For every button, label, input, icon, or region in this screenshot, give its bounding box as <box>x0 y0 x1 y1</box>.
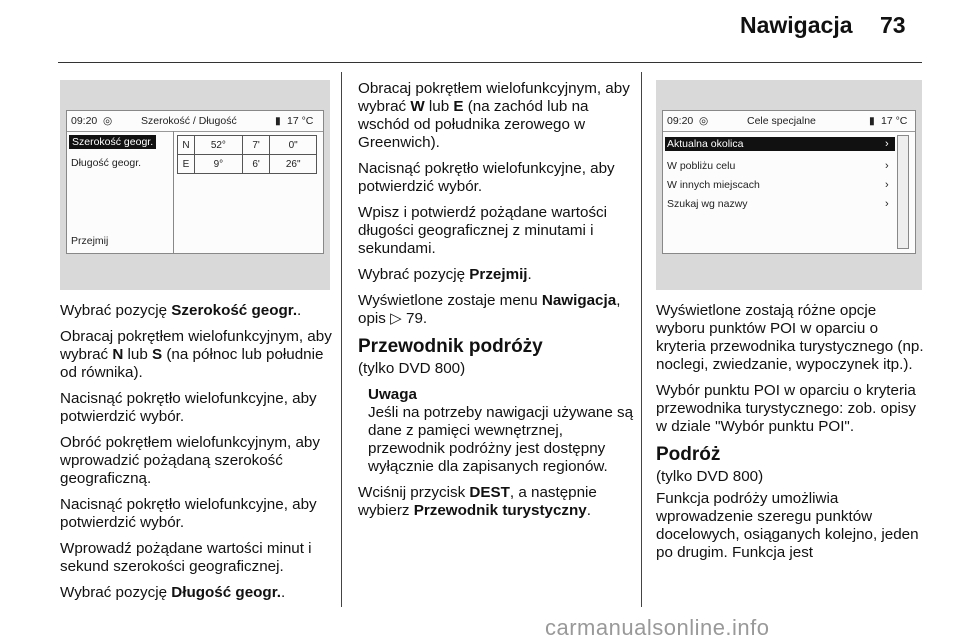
section-subtitle: (tylko DVD 800) <box>358 360 466 377</box>
paragraph: Obracaj pokrętłem wielofunkcyjnym, aby wybrać N lub S (na północ lub południe od równika). <box>60 328 332 381</box>
page-number: 73 <box>880 12 906 38</box>
list-item[interactable]: W innych miejscach <box>667 179 760 191</box>
paragraph: Wyświetlone zostaje menu Nawigacja, opis ▷ 79. <box>358 292 621 327</box>
temperature: 17 °C <box>287 115 314 127</box>
phone-icon: ▮ <box>869 115 875 127</box>
paragraph: Obracaj pokrętłem wielofunkcyjnym, aby wybrać W lub E (na zachód lub na wschód od południka zerowego w Greenwich). <box>358 80 630 151</box>
section-subtitle: (tylko DVD 800) <box>656 468 764 485</box>
paragraph: Wprowadź pożądane wartości minut i sekund szerokości geograficznej. <box>60 540 312 575</box>
note-box <box>368 386 636 476</box>
chevron-right-icon: › <box>885 179 889 191</box>
compass-icon: ◎ <box>103 115 113 127</box>
paragraph: Nacisnąć pokrętło wielofunkcyjne, aby potwierdzić wybór. <box>60 496 317 531</box>
screen-statusbar <box>67 111 323 132</box>
temperature: 17 °C <box>881 115 908 127</box>
screen-image-latlong <box>60 80 330 290</box>
table-row[interactable]: E 9° 6' 26" <box>178 155 317 174</box>
table-row[interactable]: N 52° 7' 0" <box>178 136 317 155</box>
screen-title: Szerokość / Długość <box>141 115 237 127</box>
paragraph: Nacisnąć pokrętło wielofunkcyjne, aby potwierdzić wybór. <box>60 390 317 425</box>
screen-statusbar <box>663 111 915 132</box>
page-reference-link[interactable]: 79. <box>406 310 428 327</box>
column-divider-2 <box>641 72 642 607</box>
coordinate-table <box>177 135 317 174</box>
scrollbar[interactable] <box>897 135 909 249</box>
column-divider-1 <box>341 72 342 607</box>
clock: 09:20 <box>667 115 694 127</box>
section-heading: Przewodnik podróży <box>358 336 543 357</box>
screen-image-special-destinations <box>656 80 922 290</box>
page-header-title: Nawigacja <box>740 12 853 38</box>
arrow-right-icon: ▷ <box>390 310 406 327</box>
paragraph: Wybór punktu POI w oparciu o kryteria przewodnika turystycznego: zob. opisy w dziale "Wybór punktu POI". <box>656 382 917 435</box>
paragraph: Wyświetlone zostają różne opcje wyboru punktów POI w oparciu o kryteria przewodnika turystycznego (np. noclegi, zwiedzanie, wypoczynek itp.). <box>656 302 924 373</box>
header-rule <box>58 62 922 63</box>
paragraph: Obróć pokrętłem wielofunkcyjnym, aby wprowadzić pożądaną szerokość geograficzną. <box>60 434 320 487</box>
paragraph: Wciśnij przycisk DEST, a następnie wybierz Przewodnik turystyczny. <box>358 484 597 519</box>
chevron-right-icon: › <box>885 160 889 172</box>
paragraph: Wpisz i potwierdź pożądane wartości długości geograficznej z minutami i sekundami. <box>358 204 608 257</box>
chevron-right-icon: › <box>885 138 889 150</box>
note-title: Uwaga <box>368 386 417 403</box>
column-3 <box>656 302 924 570</box>
paragraph: Funkcja podróży umożliwia wprowadzenie szeregu punktów docelowych, osiąganych kolejno, jeden po drugim. Funkcja jest <box>656 490 919 561</box>
compass-icon: ◎ <box>699 115 709 127</box>
chevron-right-icon: › <box>885 198 889 210</box>
list-item[interactable]: Aktualna okolica <box>665 137 895 151</box>
screen-title: Cele specjalne <box>747 115 816 127</box>
paragraph: Wybrać pozycję Długość geogr.. <box>60 584 286 601</box>
phone-icon: ▮ <box>275 115 281 127</box>
section-heading: Podróż <box>656 444 721 465</box>
accept-item[interactable]: Przejmij <box>71 235 109 247</box>
paragraph: Wybrać pozycję Szerokość geogr.. <box>60 302 302 319</box>
paragraph: Nacisnąć pokrętło wielofunkcyjne, aby potwierdzić wybór. <box>358 160 615 195</box>
list-item[interactable]: Szukaj wg nazwy <box>667 198 748 210</box>
paragraph: Wybrać pozycję Przejmij. <box>358 266 532 283</box>
clock: 09:20 <box>71 115 98 127</box>
watermark: carmanualsonline.info <box>545 615 770 640</box>
column-2 <box>358 80 636 528</box>
note-text: Jeśli na potrzeby nawigacji używane są dane z pamięci wewnętrznej, przewodnik podróżny jest dostępny wyłącznie dla zapisanych regionów. <box>368 404 634 475</box>
column-1 <box>60 302 332 610</box>
latitude-item[interactable]: Szerokość geogr. <box>69 135 156 149</box>
list-item[interactable]: W pobliżu celu <box>667 160 736 172</box>
longitude-item[interactable]: Długość geogr. <box>71 157 142 169</box>
